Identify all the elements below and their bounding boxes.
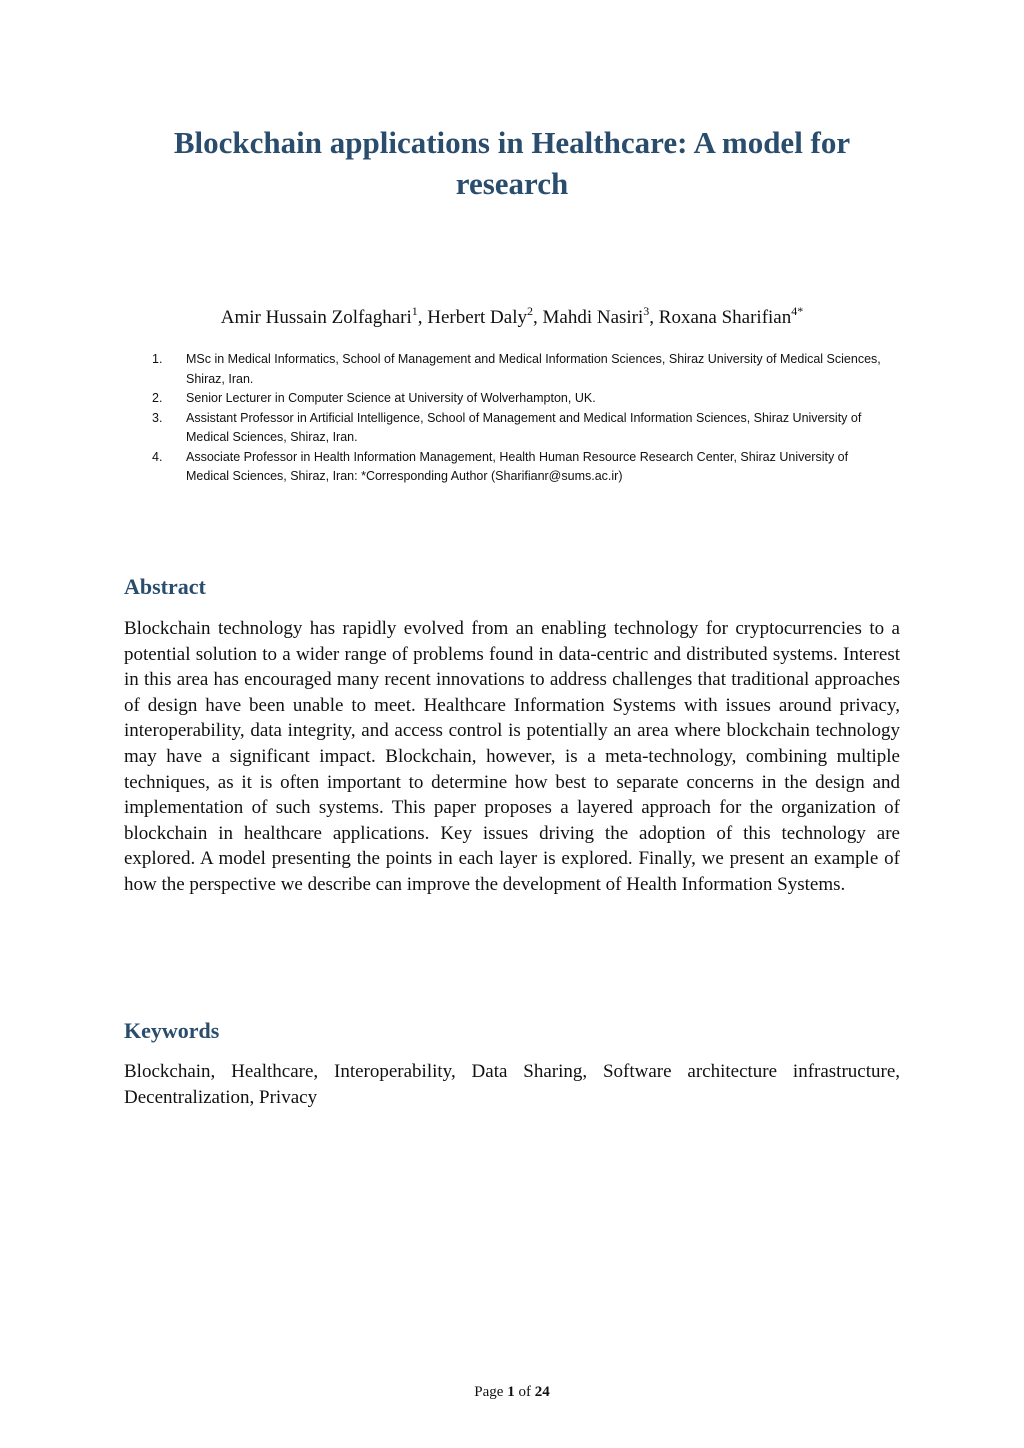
affiliation-item [152,409,892,448]
author-affiliation-mark: 3 [643,303,650,318]
total-page-count: 24 [534,1384,550,1400]
of-label: of [518,1384,531,1400]
author-separator: , [417,307,428,328]
author-separator: , [649,307,659,328]
author-separator: , [533,307,543,328]
affiliation-item [152,350,892,389]
page-footer [0,1382,1024,1402]
affiliation-number: 1. [152,352,163,366]
keywords-text: Blockchain, Healthcare, Interoperability, Data Sharing, Software architecture infrastructure, Decentralization, Privacy [124,1061,900,1108]
affiliation-text: Assistant Professor in Artificial Intelligence, School of Management and Medical Information Sciences, Shiraz University of Medical Sciences, Shiraz, Iran. [186,410,862,444]
author-affiliation-mark: 1 [411,303,418,318]
abstract-text: Blockchain technology has rapidly evolved from an enabling technology for cryptocurrencies to a potential solution to a wider range of problems found in data-centric and distributed systems. Interest in this area has encouraged many recent innovations to address challenges that traditional approaches of design have been unable to meet. Healthcare Information Systems with issues around privacy, interoperability, data integrity, and access control is potentially an area where blockchain technology may have a significant impact. Blockchain, however, is a meta-technology, combining multiple techniques, as it is often important to determine how best to separate concerns in the design and implementation of such systems. This paper proposes a layered approach for the organization of blockchain in healthcare applications. Key issues driving the adoption of this technology are explored. A model presenting the points in each layer is explored. Finally, we present an example of how the perspective we describe can improve the development of Health Information Systems. [124,618,900,895]
keywords-heading: Keywords [124,1018,220,1043]
affiliation-list [152,350,892,487]
author-name: Amir Hussain Zolfaghari [220,307,412,328]
affiliation-text: Associate Professor in Health Information Management, Health Human Resource Research Center, Shiraz University of Medical Sciences, Shiraz, Iran: *Corresponding Author (Sharifianr@sums.ac.ir) [186,449,849,483]
affiliation-text: Senior Lecturer in Computer Science at University of Wolverhampton, UK. [186,391,596,405]
author-name: Herbert Daly [427,307,527,328]
affiliation-text: MSc in Medical Informatics, School of Management and Medical Information Sciences, Shiraz University of Medical Sciences, Shiraz, Iran. [186,352,881,386]
paper-title-line-1: Blockchain applications in Healthcare: A model for [173,125,851,160]
paper-title [112,122,912,204]
affiliation-number: 2. [152,391,163,405]
author-name: Mahdi Nasiri [542,307,644,328]
author-list [112,303,912,330]
author-name: Roxana Sharifian [658,307,792,328]
current-page-number: 1 [507,1384,515,1400]
abstract-heading: Abstract [124,574,206,599]
paper-title-line-2: research [455,166,569,201]
affiliation-item [152,389,892,409]
affiliation-number: 4. [152,449,163,464]
affiliation-number: 3. [152,410,163,425]
page-label: Page [474,1384,504,1400]
author-affiliation-mark: 4* [791,303,804,318]
author-affiliation-mark: 2 [527,303,533,318]
affiliation-item [152,448,892,487]
